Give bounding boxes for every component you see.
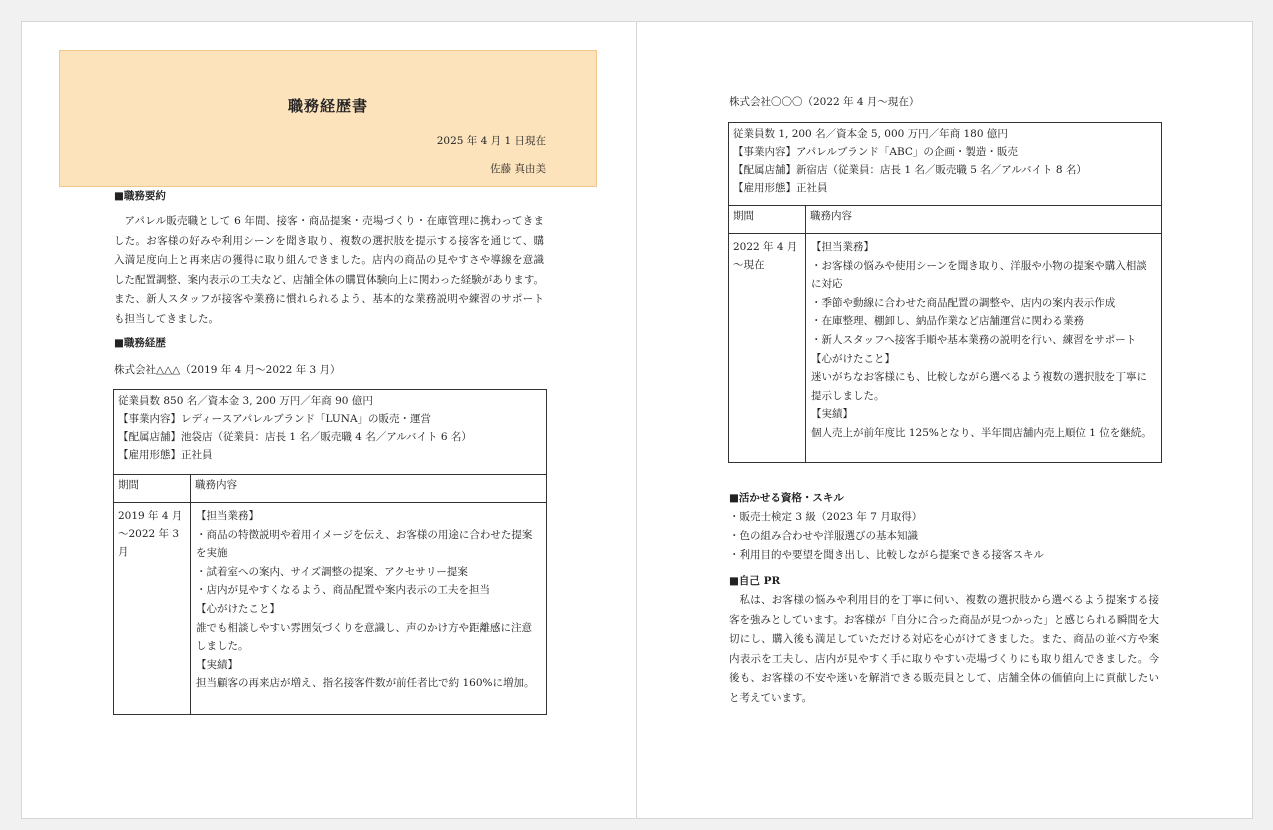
company-2-duties-cell: [806, 234, 1162, 463]
company-2-info-line: 【雇用形態】正社員: [733, 182, 828, 194]
duty-line: 迷いがちなお客様にも、比較しながら選べるよう複数の選択肢を丁寧に提示しました。: [811, 371, 1147, 402]
applicant-name: 佐藤 真由美: [490, 163, 546, 175]
skill-item: ・利用目的や要望を聞き出し、比較しながら提案できる接客スキル: [729, 549, 1044, 561]
company-1-info-line: 【事業内容】レディースアパレルブランド「LUNA」の販売・運営: [118, 413, 432, 425]
pr-heading: ■自己 PR: [729, 575, 781, 587]
duty-line: 【実績】: [811, 408, 853, 421]
document-date: 2025 年 4 月 1 日現在: [436, 135, 546, 147]
duty-line: ・新人スタッフへ接客手順や基本業務の説明を行い、練習をサポート: [811, 333, 1137, 346]
period-line: 〜2022 年 3: [118, 528, 180, 540]
period-line: 〜現在: [733, 259, 765, 271]
duty-line: ・在庫整理、棚卸し、納品作業など店舗運営に関わる業務: [811, 315, 1084, 328]
duty-line: ・商品の特徴説明や着用イメージを伝え、お客様の用途に合わせた提案を実施: [196, 528, 533, 560]
period-line: 月: [118, 546, 129, 558]
skills-list: [729, 508, 1044, 565]
company-2-info-line: 従業員数 1, 200 名／資本金 5, 000 万円／年商 180 億円: [733, 128, 1008, 140]
duty-line: 誰でも相談しやすい雰囲気づくりを意識し、声のかけ方や距離感に注意しました。: [196, 621, 532, 653]
company-1-info-cell: [114, 390, 547, 475]
company-1-info-line: 【配属店舗】池袋店（従業員：店長 1 名／販売職 4 名／アルバイト 6 名）: [118, 431, 472, 443]
pr-text: 私は、お客様の悩みや利用目的を丁寧に伺い、複数の選択肢から選べるよう提案する接客を強みとしています。お客様が「自分に合った商品が見つかった」と感じられる瞬間を大切にし、購入後も満足していただける対応を心がけてきました。また、商品の並べ方や案内表示を工夫し、店内が見やすく手に取りやすい売場づくりにも取り組んできました。今後も、お客様の不安や迷いを解消できる販売員として、店舗全体の価値向上に貢献したいと考えています。: [729, 594, 1159, 704]
duty-line: ・季節や動線に合わせた商品配置の調整や、店内の案内表示作成: [811, 296, 1116, 309]
duty-line: ・お客様の悩みや使用シーンを聞き取り、洋服や小物の提案や購入相談に対応: [811, 259, 1147, 291]
period-line: 2022 年 4 月: [733, 241, 798, 253]
company-2-period-cell: [729, 234, 806, 463]
duty-line: 【心がけたこと】: [196, 602, 280, 615]
page-1: [22, 22, 636, 818]
title-header-box: [59, 50, 597, 187]
summary-heading: ■職務要約: [114, 190, 166, 202]
duty-line: 【担当業務】: [196, 510, 259, 522]
duty-line: 【担当業務】: [811, 241, 874, 253]
company-2-info-line: 【配属店舗】新宿店（従業員：店長 1 名／販売職 5 名／アルバイト 8 名）: [733, 164, 1087, 176]
period-header: 期間: [114, 475, 191, 503]
duty-line: 【実績】: [196, 658, 238, 671]
document-title: 職務経歴書: [287, 97, 368, 115]
company-2-info-cell: [729, 123, 1162, 206]
history-heading: ■職務経歴: [114, 337, 166, 349]
skills-heading: ■活かせる資格・スキル: [729, 492, 844, 504]
period-line: 2019 年 4 月: [118, 510, 183, 522]
company-2-name: 株式会社〇〇〇（2022 年 4 月〜現在）: [729, 96, 920, 108]
company-1-duties-cell: [191, 503, 547, 715]
duty-line: ・店内が見やすくなるよう、商品配置や案内表示の工夫を担当: [196, 584, 490, 597]
document-spread: [21, 21, 1253, 819]
company-1-name: 株式会社△△△（2019 年 4 月〜2022 年 3 月）: [114, 364, 341, 376]
page-2: [637, 22, 1252, 818]
skill-item: ・販売士検定 3 級（2023 年 7 月取得）: [729, 511, 923, 523]
company-1-period-cell: [114, 503, 191, 715]
duty-line: 【心がけたこと】: [811, 352, 895, 365]
period-header: 期間: [729, 206, 806, 234]
company-2-info-line: 【事業内容】アパレルブランド「ABC」の企画・製造・販売: [733, 146, 1018, 158]
content-header: 職務内容: [806, 206, 1162, 234]
duty-line: 担当顧客の再来店が増え、指名接客件数が前任者比で約 160%に増加。: [196, 677, 535, 690]
content-header: 職務内容: [191, 475, 547, 503]
summary-text: アパレル販売職として 6 年間、接客・商品提案・売場づくり・在庫管理に携わってきました。お客様の好みや利用シーンを聞き取り、複数の選択肢を提示する接客を通じて、購入満足度向上と再来店の獲得に取り組んできました。店内の商品の見やすさや導線を意識した配置調整、案内表示の工夫など、店舗全体の購買体験向上に関わった経験があります。また、新人スタッフが接客や業務に慣れられるよう、基本的な業務説明や練習のサポートも担当してきました。: [114, 215, 544, 325]
company-1-info-line: 従業員数 850 名／資本金 3, 200 万円／年商 90 億円: [118, 395, 373, 407]
duty-line: ・試着室への案内、サイズ調整の提案、アクセサリー提案: [196, 565, 468, 578]
company-1-info-line: 【雇用形態】正社員: [118, 449, 213, 461]
company-2-table: [728, 122, 1162, 463]
skill-item: ・色の組み合わせや洋服選びの基本知識: [729, 530, 918, 542]
duty-line: 個人売上が前年度比 125%となり、半年間店舗内売上順位 1 位を継続。: [811, 426, 1152, 439]
company-1-table: [113, 389, 547, 715]
